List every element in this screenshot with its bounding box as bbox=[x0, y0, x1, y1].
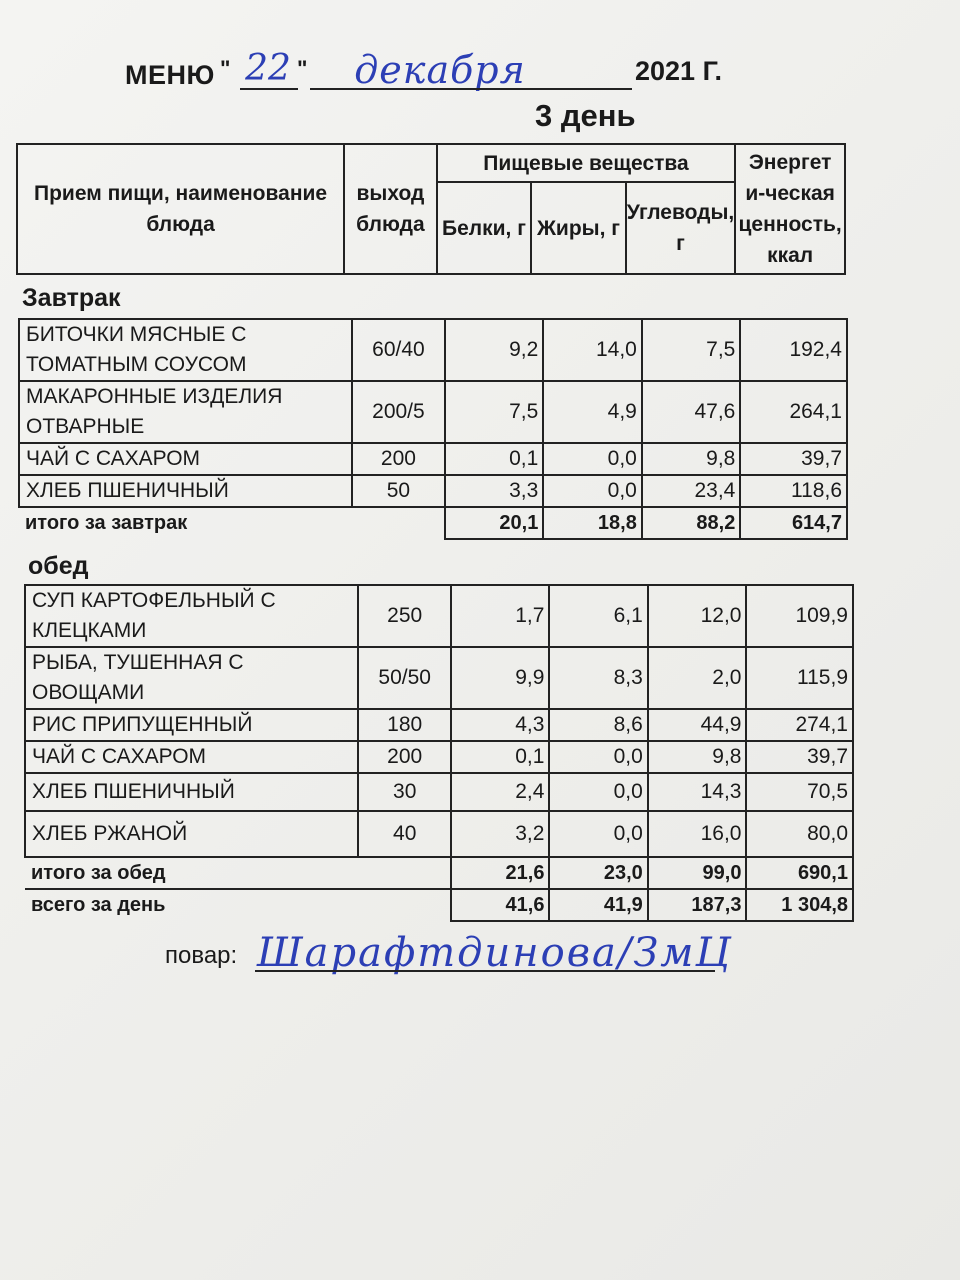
total-energy: 614,7 bbox=[740, 507, 847, 539]
table-row bbox=[25, 709, 853, 741]
dish-carbs: 12,0 bbox=[648, 585, 747, 647]
dish-yield: 60/40 bbox=[352, 319, 445, 381]
col-carbs: Углеводы, г bbox=[626, 182, 736, 274]
dish-yield: 30 bbox=[358, 773, 451, 811]
dish-protein: 0,1 bbox=[451, 741, 549, 773]
section-lunch-title: обед bbox=[28, 552, 89, 580]
dish-carbs: 9,8 bbox=[642, 443, 741, 475]
total-protein: 20,1 bbox=[445, 507, 543, 539]
dish-fat: 6,1 bbox=[549, 585, 647, 647]
dish-yield: 200 bbox=[358, 741, 451, 773]
dish-fat: 4,9 bbox=[543, 381, 642, 443]
dish-fat: 14,0 bbox=[543, 319, 642, 381]
lunch-total-row bbox=[25, 857, 853, 889]
dish-carbs: 23,4 bbox=[642, 475, 741, 507]
cook-label: повар: bbox=[165, 942, 238, 969]
dish-name: ХЛЕБ ПШЕНИЧНЫЙ bbox=[25, 773, 358, 811]
table-row bbox=[25, 585, 853, 647]
day-underline bbox=[240, 88, 298, 90]
handwritten-day: 22 bbox=[245, 48, 291, 89]
dish-energy: 115,9 bbox=[746, 647, 853, 709]
day-total-energy: 1 304,8 bbox=[746, 889, 853, 921]
quote-close: " bbox=[297, 56, 308, 81]
breakfast-table bbox=[18, 318, 848, 540]
total-fat: 18,8 bbox=[543, 507, 642, 539]
total-fat: 23,0 bbox=[549, 857, 647, 889]
col-yield: выход блюда bbox=[344, 144, 437, 274]
dish-protein: 3,3 bbox=[445, 475, 543, 507]
month-underline bbox=[310, 88, 632, 90]
dish-name: ХЛЕБ ПШЕНИЧНЫЙ bbox=[19, 475, 352, 507]
dish-energy: 118,6 bbox=[740, 475, 847, 507]
dish-energy: 80,0 bbox=[746, 811, 853, 857]
menu-title: МЕНЮ bbox=[125, 60, 215, 90]
dish-protein: 7,5 bbox=[445, 381, 543, 443]
dish-fat: 0,0 bbox=[549, 773, 647, 811]
cook-signature: Шарафтдинова/ЗмЦ bbox=[257, 930, 733, 976]
dish-carbs: 7,5 bbox=[642, 319, 741, 381]
total-carbs: 88,2 bbox=[642, 507, 741, 539]
dish-fat: 8,6 bbox=[549, 709, 647, 741]
total-protein: 21,6 bbox=[451, 857, 549, 889]
menu-year: 2021 Г. bbox=[635, 56, 722, 86]
table-row bbox=[19, 381, 847, 443]
section-breakfast-title: Завтрак bbox=[22, 284, 121, 312]
dish-energy: 109,9 bbox=[746, 585, 853, 647]
table-header bbox=[16, 143, 846, 275]
dish-carbs: 16,0 bbox=[648, 811, 747, 857]
dish-protein: 9,9 bbox=[451, 647, 549, 709]
dish-protein: 9,2 bbox=[445, 319, 543, 381]
table-row bbox=[19, 319, 847, 381]
dish-energy: 274,1 bbox=[746, 709, 853, 741]
dish-carbs: 47,6 bbox=[642, 381, 741, 443]
dish-fat: 0,0 bbox=[543, 475, 642, 507]
dish-yield: 200/5 bbox=[352, 381, 445, 443]
dish-name: РЫБА, ТУШЕННАЯ С ОВОЩАМИ bbox=[25, 647, 358, 709]
dish-carbs: 44,9 bbox=[648, 709, 747, 741]
dish-protein: 4,3 bbox=[451, 709, 549, 741]
handwritten-month: декабря bbox=[354, 48, 526, 92]
col-nutrients: Пищевые вещества bbox=[437, 144, 736, 182]
day-total-fat: 41,9 bbox=[549, 889, 647, 921]
col-fat: Жиры, г bbox=[531, 182, 625, 274]
dish-energy: 39,7 bbox=[740, 443, 847, 475]
dish-name: СУП КАРТОФЕЛЬНЫЙ С КЛЕЦКАМИ bbox=[25, 585, 358, 647]
dish-yield: 250 bbox=[358, 585, 451, 647]
dish-protein: 3,2 bbox=[451, 811, 549, 857]
dish-protein: 2,4 bbox=[451, 773, 549, 811]
dish-name: РИС ПРИПУЩЕННЫЙ bbox=[25, 709, 358, 741]
total-energy: 690,1 bbox=[746, 857, 853, 889]
cook-signature-block bbox=[165, 930, 885, 990]
col-name: Прием пищи, наименование блюда bbox=[17, 144, 344, 274]
table-row bbox=[19, 443, 847, 475]
col-energy: Энергет и-ческая ценность, ккал bbox=[735, 144, 845, 274]
dish-name: БИТОЧКИ МЯСНЫЕ С ТОМАТНЫМ СОУСОМ bbox=[19, 319, 352, 381]
day-total-row bbox=[25, 889, 853, 921]
dish-carbs: 14,3 bbox=[648, 773, 747, 811]
dish-yield: 50/50 bbox=[358, 647, 451, 709]
dish-name: МАКАРОННЫЕ ИЗДЕЛИЯ ОТВАРНЫЕ bbox=[19, 381, 352, 443]
total-label: итого за завтрак bbox=[19, 507, 445, 539]
dish-name: ЧАЙ С САХАРОМ bbox=[25, 741, 358, 773]
table-row bbox=[25, 811, 853, 857]
col-protein: Белки, г bbox=[437, 182, 532, 274]
lunch-table bbox=[24, 584, 854, 922]
dish-yield: 50 bbox=[352, 475, 445, 507]
dish-fat: 0,0 bbox=[543, 443, 642, 475]
quote-open: " bbox=[220, 56, 231, 81]
signature-line bbox=[255, 970, 715, 972]
total-label: итого за обед bbox=[25, 857, 451, 889]
dish-fat: 0,0 bbox=[549, 811, 647, 857]
table-row bbox=[25, 773, 853, 811]
day-total-carbs: 187,3 bbox=[648, 889, 747, 921]
breakfast-total-row bbox=[19, 507, 847, 539]
day-number: 3 день bbox=[535, 98, 636, 133]
dish-yield: 40 bbox=[358, 811, 451, 857]
dish-fat: 0,0 bbox=[549, 741, 647, 773]
dish-carbs: 9,8 bbox=[648, 741, 747, 773]
total-carbs: 99,0 bbox=[648, 857, 747, 889]
dish-fat: 8,3 bbox=[549, 647, 647, 709]
dish-energy: 192,4 bbox=[740, 319, 847, 381]
dish-yield: 180 bbox=[358, 709, 451, 741]
dish-yield: 200 bbox=[352, 443, 445, 475]
dish-name: ХЛЕБ РЖАНОЙ bbox=[25, 811, 358, 857]
dish-energy: 70,5 bbox=[746, 773, 853, 811]
table-row bbox=[25, 647, 853, 709]
dish-protein: 0,1 bbox=[445, 443, 543, 475]
dish-protein: 1,7 bbox=[451, 585, 549, 647]
dish-name: ЧАЙ С САХАРОМ bbox=[19, 443, 352, 475]
menu-header bbox=[125, 48, 765, 98]
dish-energy: 39,7 bbox=[746, 741, 853, 773]
table-row bbox=[25, 741, 853, 773]
dish-energy: 264,1 bbox=[740, 381, 847, 443]
table-row bbox=[19, 475, 847, 507]
day-total-protein: 41,6 bbox=[451, 889, 549, 921]
day-total-label: всего за день bbox=[25, 889, 451, 921]
dish-carbs: 2,0 bbox=[648, 647, 747, 709]
